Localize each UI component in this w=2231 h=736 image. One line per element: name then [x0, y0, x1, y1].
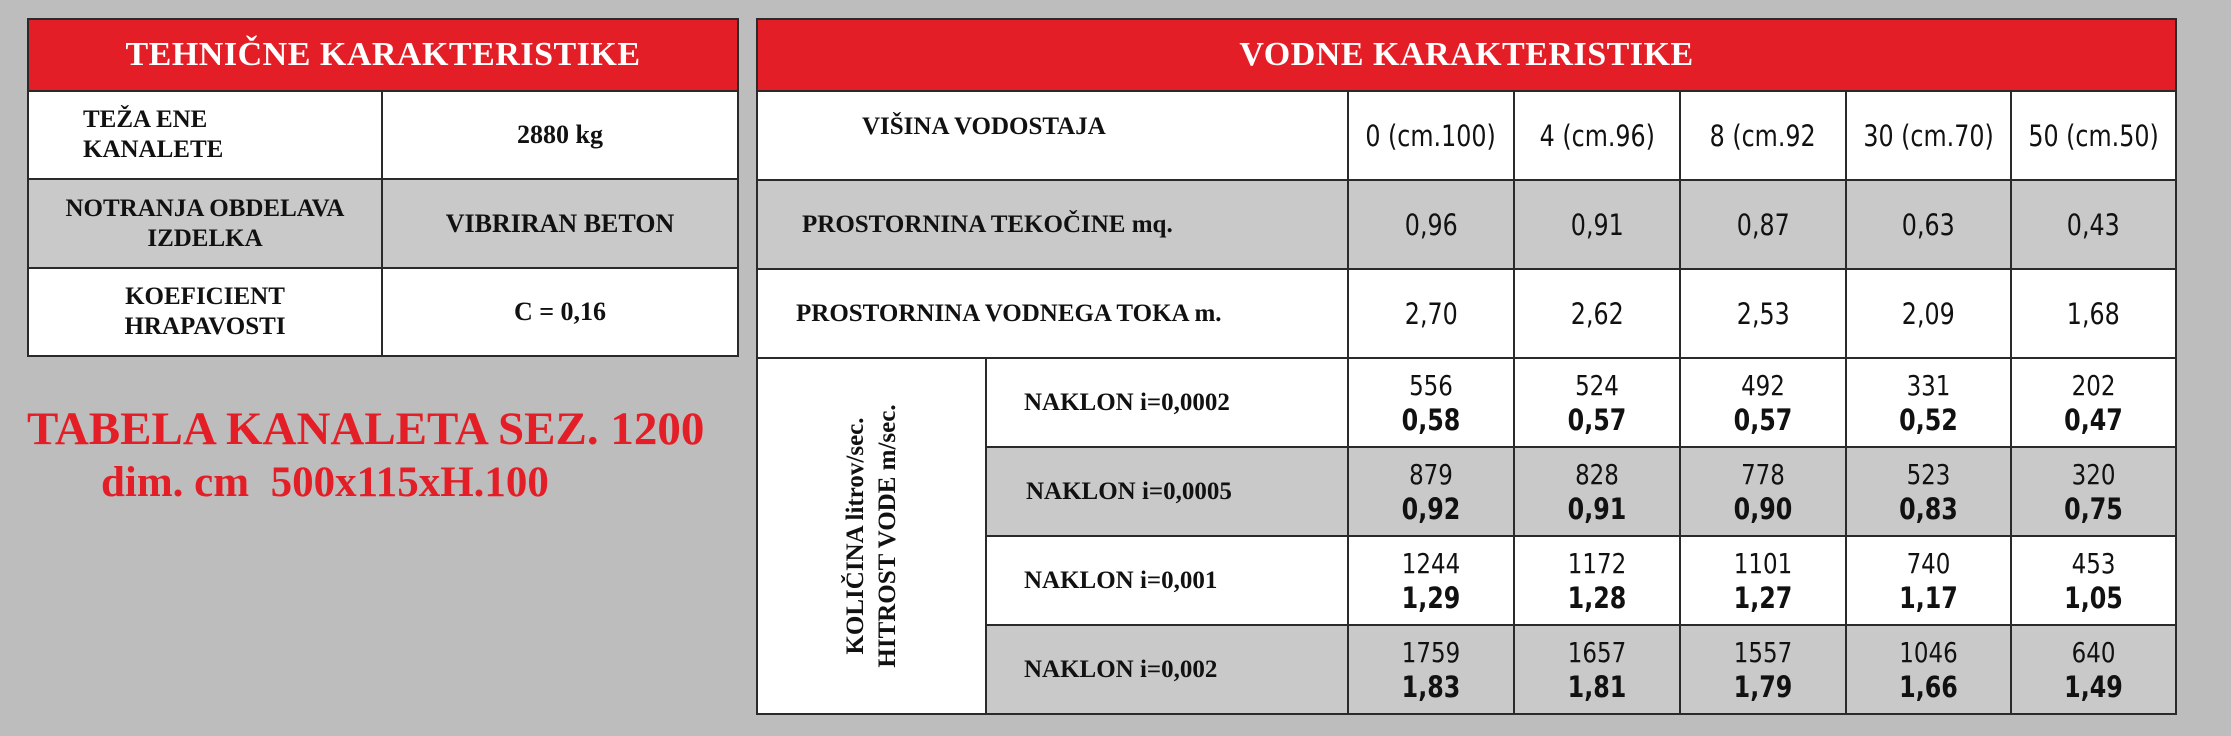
slope-cell: 556 0,58: [1348, 358, 1514, 447]
title-line-2: dim. cm 500x115xH.100: [101, 459, 549, 506]
water-level-label: VIŠINA VODOSTAJA: [757, 91, 1348, 180]
flow-cell: 2,53: [1680, 269, 1846, 358]
weight-label: TEŽA ENE KANALETE: [28, 91, 382, 179]
table-row: [757, 358, 2176, 447]
slope-cell: 1657 1,81: [1514, 625, 1680, 714]
water-characteristics-table: [756, 18, 2177, 715]
volume-cell: 0,91: [1514, 180, 1680, 269]
slope-cell: 778 0,90: [1680, 447, 1846, 536]
roughness-value: C = 0,16: [382, 268, 738, 356]
table-row: [757, 91, 2176, 180]
slope-cell: 453 1,05: [2011, 536, 2176, 625]
quantity-speed-side-label: [757, 358, 986, 714]
table-row: [28, 179, 738, 268]
slope-cell: 879 0,92: [1348, 447, 1514, 536]
slope-cell: 523 0,83: [1846, 447, 2011, 536]
flow-cell: 2,09: [1846, 269, 2011, 358]
table-row: [757, 180, 2176, 269]
technical-characteristics-table: [27, 18, 739, 357]
volume-cell: 0,43: [2011, 180, 2176, 269]
side-label-quantity: KOLIČINA litrov/sec.: [841, 417, 869, 655]
volume-cell: 0,87: [1680, 180, 1846, 269]
slope-label: NAKLON i=0,001: [986, 536, 1348, 625]
flow-cell: 2,62: [1514, 269, 1680, 358]
finish-label: NOTRANJA OBDELAVA IZDELKA: [28, 179, 382, 268]
level-cell: 30 (cm.70): [1846, 91, 2011, 180]
slope-cell: 492 0,57: [1680, 358, 1846, 447]
flow-label: PROSTORNINA VODNEGA TOKA m.: [757, 269, 1348, 358]
finish-value: VIBRIRAN BETON: [382, 179, 738, 268]
technical-header: TEHNIČNE KARAKTERISTIKE: [28, 19, 738, 91]
slope-cell: 828 0,91: [1514, 447, 1680, 536]
flow-cell: 1,68: [2011, 269, 2176, 358]
level-cell: 8 (cm.92: [1680, 91, 1846, 180]
table-title: [27, 402, 747, 507]
slope-cell: 1046 1,66: [1846, 625, 2011, 714]
slope-cell: 331 0,52: [1846, 358, 2011, 447]
slope-cell: 1244 1,29: [1348, 536, 1514, 625]
weight-value: 2880 kg: [382, 91, 738, 179]
roughness-label: KOEFICIENT HRAPAVOSTI: [28, 268, 382, 356]
side-label-speed: HITROST VODE m/sec.: [873, 404, 901, 668]
slope-label: NAKLON i=0,0005: [986, 447, 1348, 536]
slope-cell: 202 0,47: [2011, 358, 2176, 447]
slope-label: NAKLON i=0,0002: [986, 358, 1348, 447]
title-line-1: TABELA KANALETA SEZ. 1200: [27, 403, 705, 455]
level-cell: 50 (cm.50): [2011, 91, 2176, 180]
slope-cell: 740 1,17: [1846, 536, 2011, 625]
slope-cell: 1759 1,83: [1348, 625, 1514, 714]
volume-cell: 0,96: [1348, 180, 1514, 269]
volume-label: PROSTORNINA TEKOČINE mq.: [757, 180, 1348, 269]
flow-cell: 2,70: [1348, 269, 1514, 358]
volume-cell: 0,63: [1846, 180, 2011, 269]
slope-label: NAKLON i=0,002: [986, 625, 1348, 714]
slope-cell: 320 0,75: [2011, 447, 2176, 536]
slope-cell: 1101 1,27: [1680, 536, 1846, 625]
table-row: [28, 268, 738, 356]
level-cell: 4 (cm.96): [1514, 91, 1680, 180]
water-header: VODNE KARAKTERISTIKE: [757, 19, 2176, 91]
level-cell: 0 (cm.100): [1348, 91, 1514, 180]
slope-cell: 524 0,57: [1514, 358, 1680, 447]
table-row: [757, 269, 2176, 358]
slope-cell: 1557 1,79: [1680, 625, 1846, 714]
slope-cell: 640 1,49: [2011, 625, 2176, 714]
slope-cell: 1172 1,28: [1514, 536, 1680, 625]
table-row: [28, 91, 738, 179]
